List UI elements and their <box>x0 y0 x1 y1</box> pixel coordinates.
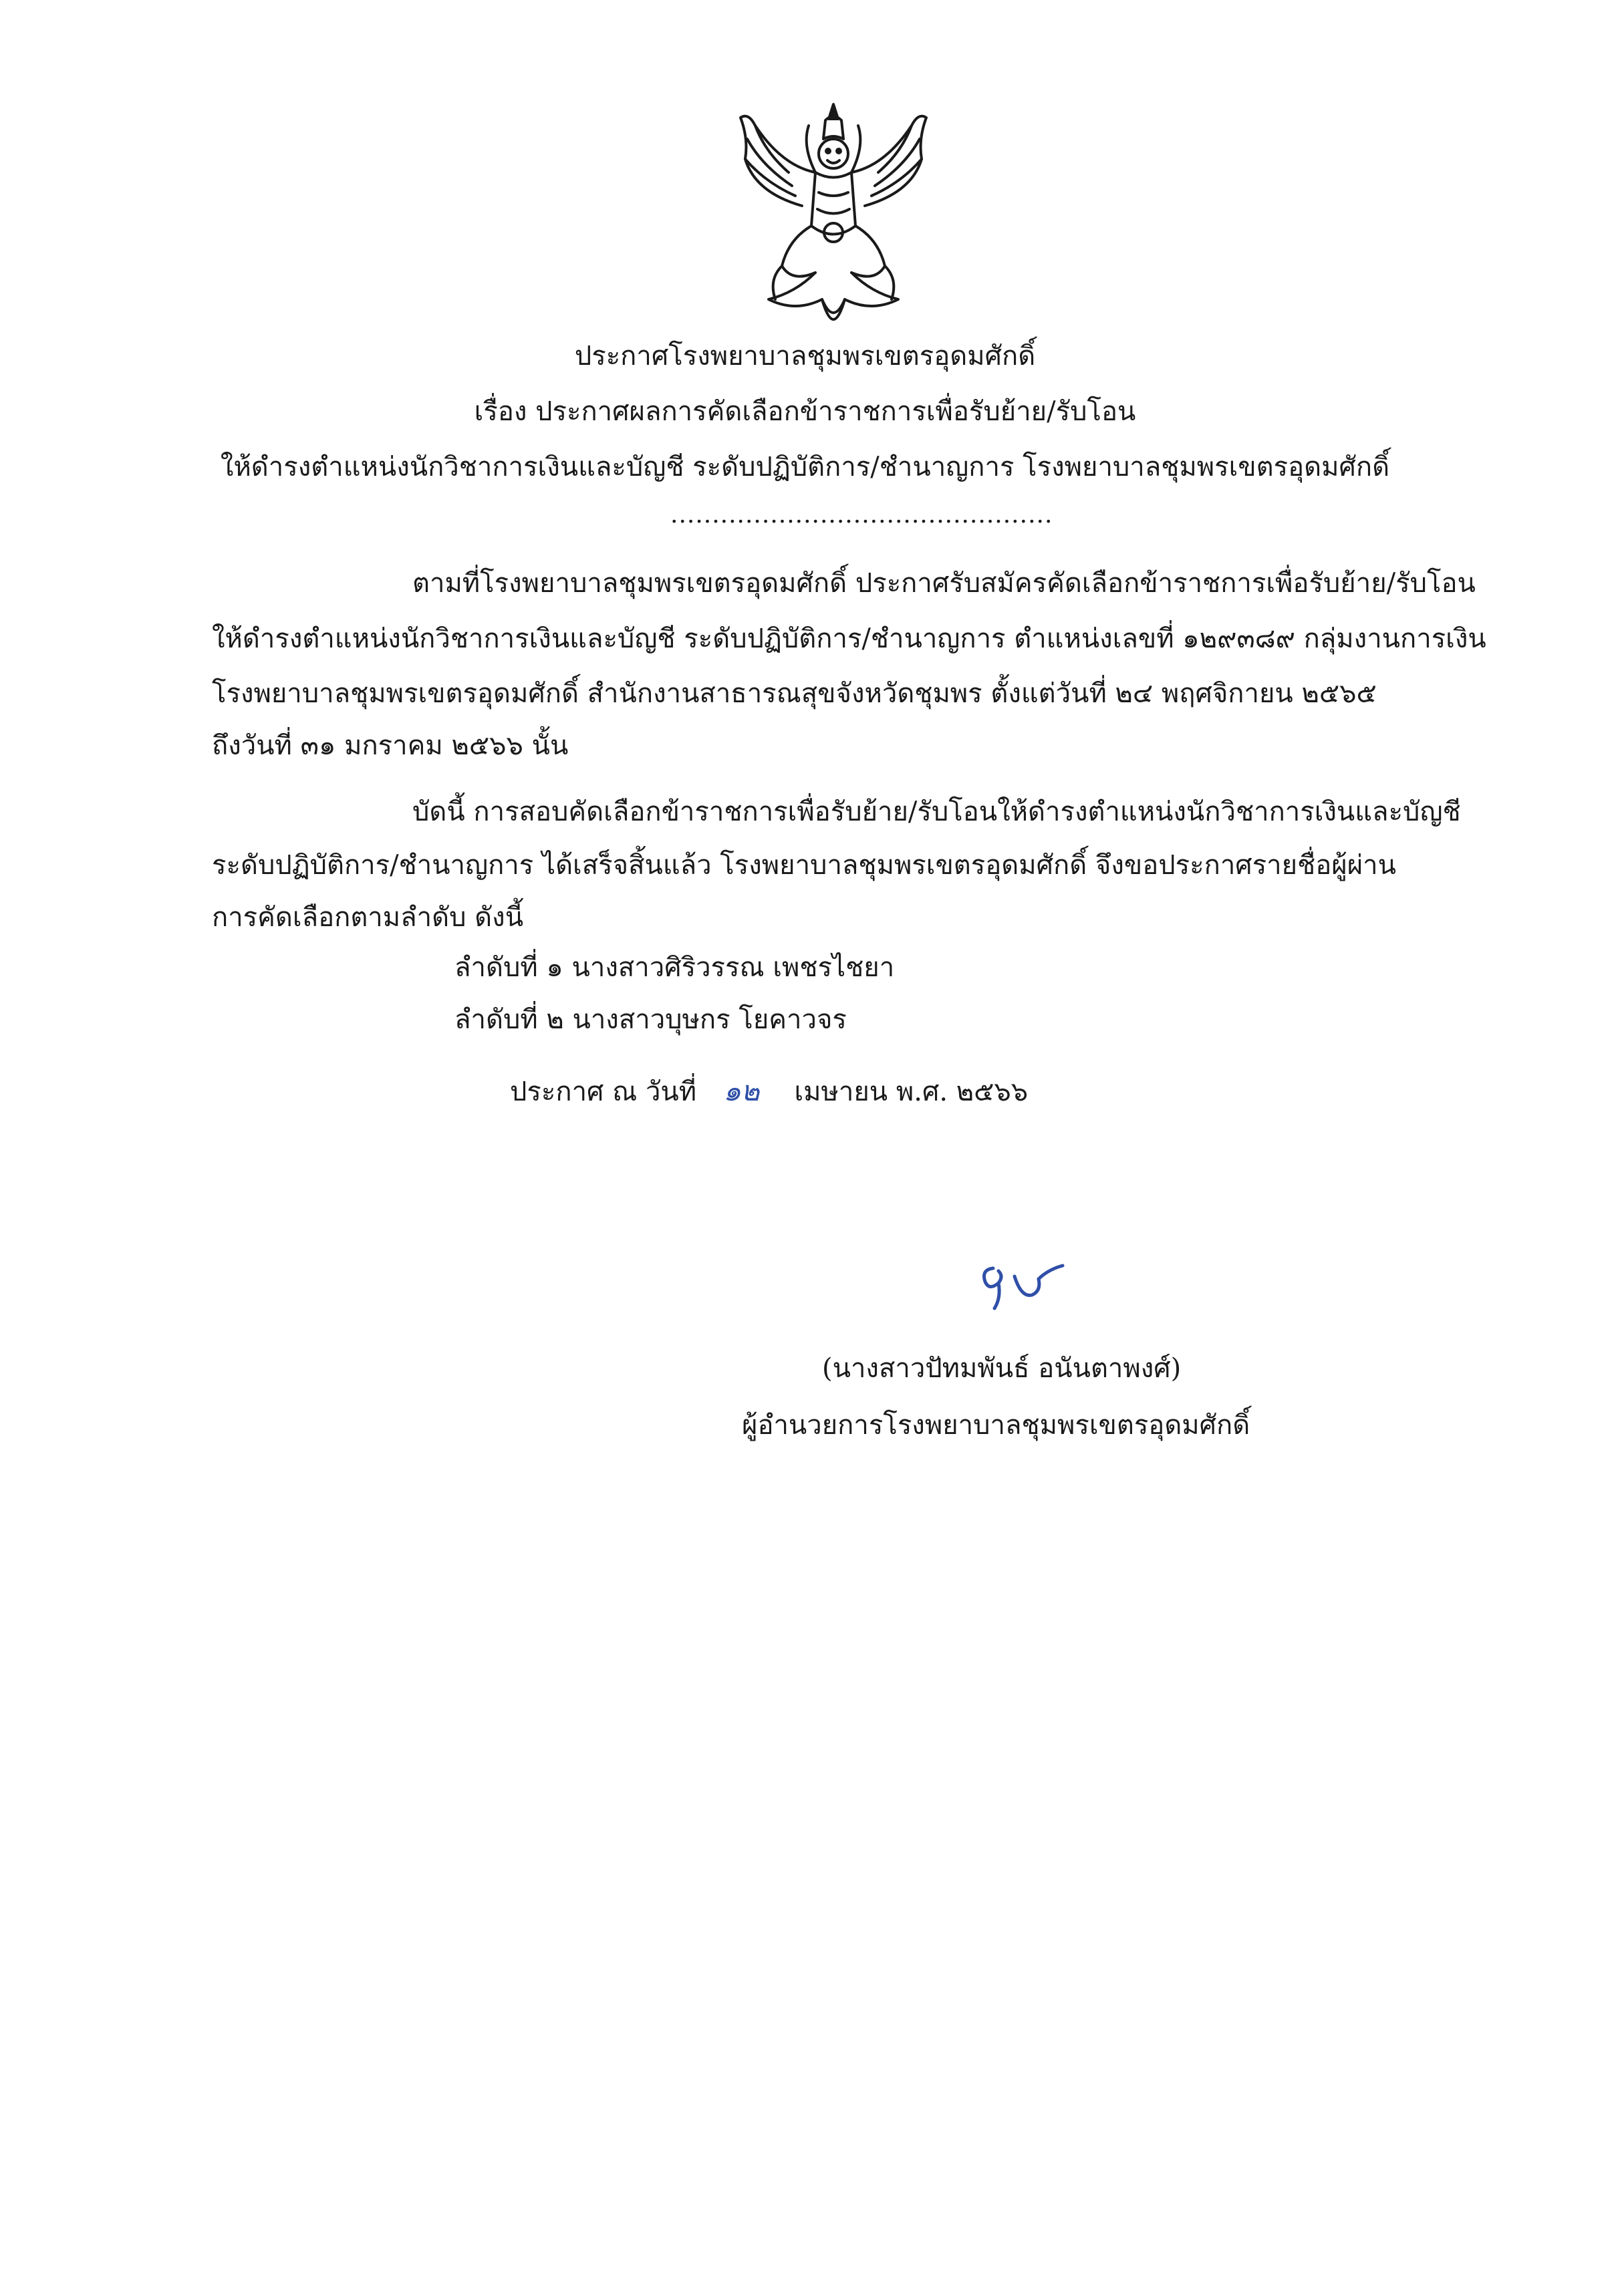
selected-candidate-1: ลำดับที่ ๑ นางสาวศิริวรรณ เพชรไชยา <box>454 952 895 983</box>
paragraph2-line3: การคัดเลือกตามลำดับ ดังนี้ <box>212 902 524 933</box>
paragraph1-line3: โรงพยาบาลชุมพรเขตรอุดมศักดิ์ สำนักงานสาธารณสุขจังหวัดชุมพร ตั้งแต่วันที่ ๒๔ พฤศจิกายน ๒๕๖๕ <box>212 678 1377 709</box>
dotted-separator: .............................................. <box>670 501 1053 529</box>
paragraph1-line1: ตามที่โรงพยาบาลชุมพรเขตรอุดมศักดิ์ ประกาศรับสมัครคัดเลือกข้าราชการเพื่อรับย้าย/รับโอน <box>412 568 1476 599</box>
paragraph2-line1: บัดนี้ การสอบคัดเลือกข้าราชการเพื่อรับย้าย/รับโอนให้ดำรงตำแหน่งนักวิชาการเงินและบัญชี <box>412 797 1461 827</box>
paragraph1-line4: ถึงวันที่ ๓๑ มกราคม ๒๕๖๖ นั้น <box>212 730 569 761</box>
header-subject: เรื่อง ประกาศผลการคัดเลือกข้าราชการเพื่อรับย้าย/รับโอน <box>474 396 1136 427</box>
header-title: ประกาศโรงพยาบาลชุมพรเขตรอุดมศักดิ์ <box>574 341 1036 372</box>
paragraph2-line2: ระดับปฏิบัติการ/ชำนาญการ ได้เสร็จสิ้นแล้ว โรงพยาบาลชุมพรเขตรอุดมศักดิ์ จึงขอประกาศรายชื่อผู้ผ่าน <box>212 850 1396 881</box>
announcement-day-handwritten: ๑๒ <box>723 1074 760 1107</box>
garuda-emblem-icon <box>728 99 939 346</box>
paragraph1-line2: ให้ดำรงตำแหน่งนักวิชาการเงินและบัญชี ระดับปฏิบัติการ/ชำนาญการ ตำแหน่งเลขที่ ๑๒๙๓๘๙ กลุ่มงานการเงิน <box>212 623 1486 654</box>
announcement-suffix: เมษายน พ.ศ. ๒๕๖๖ <box>794 1077 1029 1107</box>
signer-title: ผู้อำนวยการโรงพยาบาลชุมพรเขตรอุดมศักดิ์ <box>742 1410 1250 1441</box>
header-position: ให้ดำรงตำแหน่งนักวิชาการเงินและบัญชี ระดับปฏิบัติการ/ชำนาญการ โรงพยาบาลชุมพรเขตรอุดมศักดิ์ <box>220 452 1390 482</box>
announcement-date <box>510 1069 1028 1113</box>
handwritten-signature-icon <box>974 1256 1075 1313</box>
announcement-prefix: ประกาศ ณ วันที่ <box>510 1077 697 1107</box>
selected-candidate-2: ลำดับที่ ๒ นางสาวบุษกร โยคาวจร <box>454 1004 847 1035</box>
signer-name: (นางสาวปัทมพันธ์ อนันตาพงศ์) <box>822 1353 1182 1384</box>
